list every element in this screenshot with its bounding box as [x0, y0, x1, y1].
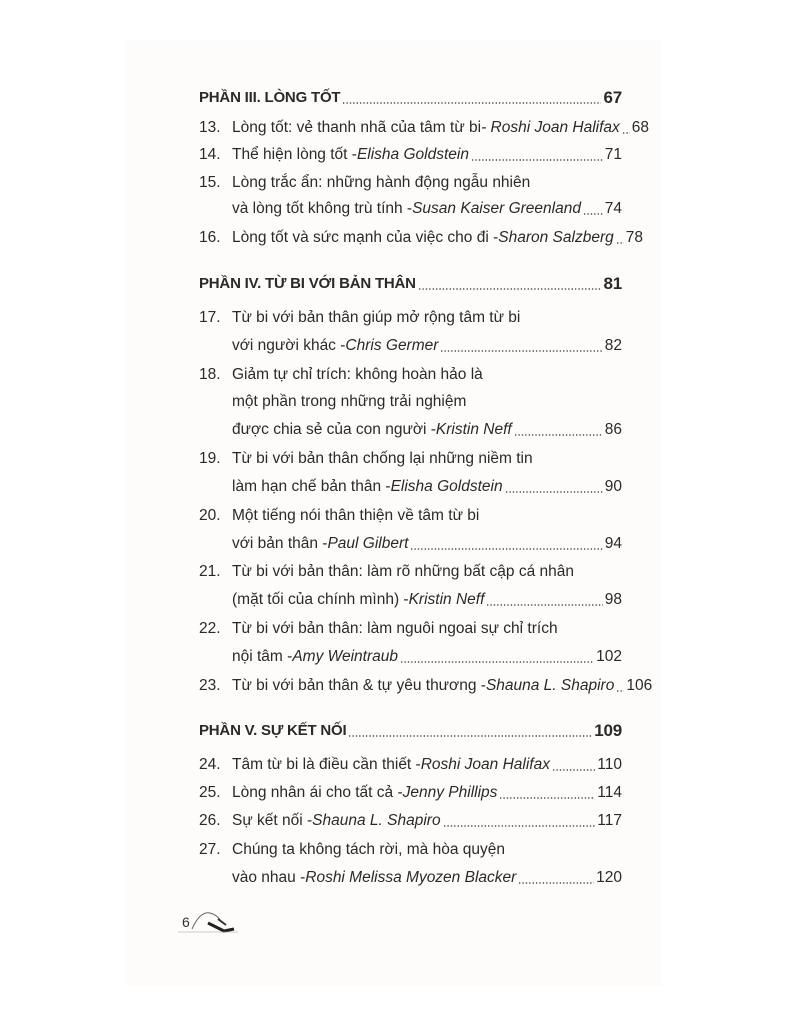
entry-title: Tâm từ bi là điều cần thiết - — [232, 756, 421, 773]
toc-entry-continuation — [232, 388, 622, 412]
entry-page: 102 — [596, 648, 622, 665]
entry-title-line: Một tiếng nói thân thiện về tâm từ bi — [232, 507, 480, 524]
toc-entry — [199, 361, 622, 385]
entry-title: với bản thân - — [232, 535, 328, 552]
entry-title: Từ bi với bản thân & tự yêu thương - — [232, 677, 486, 694]
dot-leader — [486, 604, 602, 606]
entry-page: 68 — [631, 119, 650, 136]
toc-entry — [199, 502, 622, 526]
entry-page: 98 — [604, 591, 622, 608]
entry-title: được chia sẻ của con người - — [232, 421, 436, 438]
entry-title: làm hạn chế bản thân - — [232, 478, 391, 495]
entry-author: Amy Weintraub — [292, 648, 398, 665]
dot-leader — [499, 797, 595, 799]
toc-entry — [199, 615, 622, 639]
entry-number: 17. — [199, 309, 221, 326]
entry-number: 15. — [199, 174, 221, 191]
entry-page: 110 — [597, 756, 622, 773]
toc-entry — [199, 445, 622, 469]
entry-number: 21. — [199, 563, 221, 580]
entry-title: Lòng tốt: vẻ thanh nhã của tâm từ bi — [232, 119, 482, 136]
entry-author: Elisha Goldstein — [390, 478, 503, 495]
entry-title-line: Từ bi với bản thân giúp mở rộng tâm từ bi — [232, 309, 521, 326]
dot-leader — [622, 132, 630, 134]
entry-title-line: Từ bi với bản thân: làm nguôi ngoai sự chỉ trích — [232, 620, 558, 637]
section-title: PHẦN IV. TỪ BI VỚI BẢN THÂN — [199, 275, 416, 292]
entry-number: 20. — [199, 507, 221, 524]
entry-author: Roshi Melissa Myozen Blacker — [305, 869, 517, 886]
decorative-ornament-icon — [178, 905, 258, 935]
entry-title-line: Từ bi với bản thân: làm rõ những bất cập cá nhân — [232, 563, 574, 580]
toc-entry — [199, 114, 650, 138]
entry-title: vào nhau - — [232, 869, 306, 886]
dot-leader — [616, 690, 624, 692]
section-page: 81 — [603, 274, 622, 293]
entry-number: 22. — [199, 620, 221, 637]
toc-entry-continuation — [232, 864, 622, 888]
dot-leader — [400, 661, 594, 663]
entry-page: 106 — [626, 677, 653, 694]
dot-leader — [471, 159, 603, 161]
entry-author: Shauna L. Shapiro — [485, 677, 615, 694]
dot-leader — [348, 735, 592, 737]
entry-number: 26. — [199, 812, 221, 829]
dot-leader — [505, 491, 603, 493]
toc-entry — [199, 304, 622, 328]
toc-entry-continuation — [232, 530, 622, 554]
toc-entry-continuation — [232, 586, 622, 610]
entry-page: 94 — [604, 535, 622, 552]
toc-entry — [199, 558, 622, 582]
entry-page: 82 — [604, 337, 622, 354]
dot-leader — [583, 213, 603, 215]
entry-page: 117 — [597, 812, 622, 829]
toc-entry-continuation — [232, 643, 622, 667]
entry-number: 18. — [199, 366, 221, 383]
dot-leader — [410, 548, 602, 550]
entry-author: Kristin Neff — [435, 421, 512, 438]
dot-leader — [440, 350, 602, 352]
entry-page: 114 — [597, 784, 622, 801]
entry-number: 19. — [199, 450, 221, 467]
entry-title: (mặt tối của chính mình) - — [232, 591, 409, 608]
entry-number: 16. — [199, 229, 221, 246]
entry-author: Jenny Phillips — [402, 784, 498, 801]
entry-title: và lòng tốt không trù tính - — [232, 200, 413, 217]
entry-title: nội tâm - — [232, 648, 293, 665]
entry-number: 23. — [199, 677, 221, 694]
entry-author: Sharon Salzberg — [498, 229, 614, 246]
entry-author: Shauna L. Shapiro — [312, 812, 441, 829]
entry-author: Susan Kaiser Greenland — [412, 200, 581, 217]
entry-title: với người khác - — [232, 337, 346, 354]
entry-page: 74 — [604, 200, 622, 217]
toc-entry — [199, 672, 653, 696]
dot-leader — [552, 769, 595, 771]
entry-title-line: Từ bi với bản thân chống lại những niềm tin — [232, 450, 533, 467]
entry-author: Paul Gilbert — [327, 535, 409, 552]
entry-page: 90 — [604, 478, 622, 495]
entry-title-line: Chúng ta không tách rời, mà hòa quyện — [232, 841, 505, 858]
entry-title: Thể hiện lòng tốt - — [232, 146, 357, 163]
toc-entry — [199, 169, 622, 193]
entry-author: Elisha Goldstein — [356, 146, 469, 163]
section-page: 109 — [594, 721, 622, 740]
page-number: 6 — [182, 914, 190, 930]
toc-section-heading — [199, 270, 622, 294]
entry-title-line: một phần trong những trải nghiệm — [232, 393, 467, 410]
entry-title-line: Lòng trắc ẩn: những hành động ngẫu nhiên — [232, 174, 531, 191]
entry-page: 71 — [604, 146, 622, 163]
dot-leader — [518, 882, 594, 884]
toc-entry-continuation — [232, 473, 622, 497]
entry-title: Lòng tốt và sức mạnh của việc cho đi - — [232, 229, 499, 246]
entry-page: 86 — [604, 421, 622, 438]
dot-leader — [418, 288, 602, 290]
toc-entry — [199, 224, 643, 248]
entry-number: 27. — [199, 841, 221, 858]
toc-entry-continuation — [232, 332, 622, 356]
entry-author: Roshi Joan Halifax — [420, 756, 550, 773]
toc-entry — [199, 751, 622, 775]
entry-number: 25. — [199, 784, 221, 801]
entry-number: 14. — [199, 146, 221, 163]
toc-section-heading — [199, 84, 622, 108]
section-title: PHẦN V. SỰ KẾT NỐI — [199, 722, 347, 739]
section-page: 67 — [603, 88, 622, 107]
toc-entry — [199, 807, 622, 831]
toc-entry-continuation — [232, 195, 622, 219]
entry-title: Sự kết nối - — [232, 812, 313, 829]
entry-author: Kristin Neff — [408, 591, 485, 608]
entry-page: 78 — [625, 229, 643, 246]
entry-author: Chris Germer — [345, 337, 439, 354]
dot-leader — [443, 825, 596, 827]
toc-entry-continuation — [232, 416, 622, 440]
dot-leader — [514, 434, 603, 436]
entry-title-line: Giảm tự chỉ trích: không hoàn hảo là — [232, 366, 483, 383]
toc-section-heading — [199, 717, 622, 741]
dot-leader — [616, 242, 624, 244]
entry-title: Lòng nhân ái cho tất cả - — [232, 784, 403, 801]
entry-author: - Roshi Joan Halifax — [481, 119, 620, 136]
entry-number: 24. — [199, 756, 221, 773]
entry-page: 120 — [596, 869, 622, 886]
toc-entry — [199, 836, 622, 860]
section-title: PHẦN III. LÒNG TỐT — [199, 89, 341, 106]
entry-number: 13. — [199, 119, 221, 136]
toc-entry — [199, 141, 622, 165]
dot-leader — [342, 102, 601, 104]
toc-entry — [199, 779, 622, 803]
